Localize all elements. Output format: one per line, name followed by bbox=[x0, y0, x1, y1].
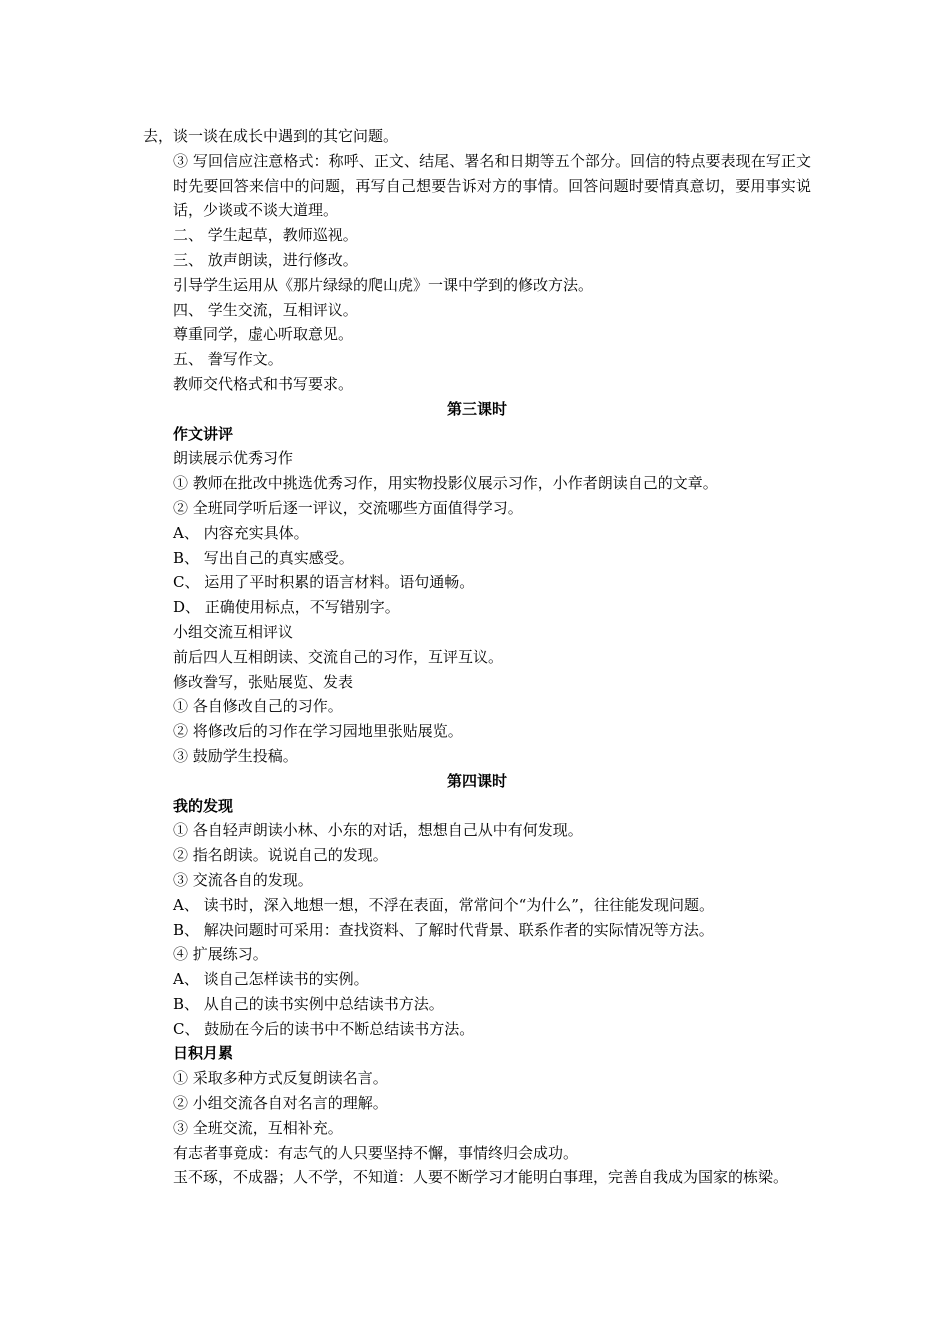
list-item: ③ 鼓励学生投稿。 bbox=[173, 746, 298, 765]
text-line: 朗读展示优秀习作 bbox=[173, 449, 294, 468]
text-line: 小组交流互相评议 bbox=[173, 622, 294, 641]
section-heading: 三、 放声朗读，进行修改。 bbox=[173, 250, 358, 269]
list-item: ② 将修改后的习作在学习园地里张贴展览。 bbox=[173, 722, 463, 741]
text-paragraph bbox=[143, 149, 811, 223]
list-item: ① 各自修改自己的习作。 bbox=[173, 697, 343, 716]
list-item: D、 正确使用标点，不写错别字。 bbox=[173, 598, 400, 617]
list-item: ① 教师在批改中挑选优秀习作，用实物投影仪展示习作，小作者朗读自己的文章。 bbox=[173, 474, 718, 493]
list-item: C、 运用了平时积累的语言材料。语句通畅。 bbox=[173, 573, 475, 592]
text-line: 引导学生运用从《那片绿绿的爬山虎》一课中学到的修改方法。 bbox=[173, 275, 594, 294]
list-item: ① 各自轻声朗读小林、小东的对话，想想自己从中有何发现。 bbox=[173, 821, 583, 840]
document-page bbox=[143, 124, 811, 1190]
list-item: B、 解决问题时可采用：查找资料、了解时代背景、联系作者的实际情况等方法。 bbox=[173, 920, 714, 939]
text-line: 前后四人互相朗读、交流自己的习作，互评互议。 bbox=[173, 647, 504, 666]
list-item: ③ 全班交流，互相补充。 bbox=[173, 1118, 343, 1137]
activity-heading: 我的发现 bbox=[173, 796, 234, 815]
lesson-title: 第四课时 bbox=[446, 771, 507, 790]
text-line: 去，谈一谈在成长中遇到的其它问题。 bbox=[143, 127, 399, 145]
list-item: ② 指名朗读。说说自己的发现。 bbox=[173, 846, 388, 865]
text-paragraph bbox=[143, 1165, 811, 1190]
list-item: A、 内容充实具体。 bbox=[173, 523, 309, 542]
activity-heading: 作文讲评 bbox=[173, 424, 234, 443]
list-item: ③ 交流各自的发现。 bbox=[173, 870, 313, 889]
activity-heading: 日积月累 bbox=[173, 1044, 234, 1063]
text-line: 教师交代格式和书写要求。 bbox=[173, 374, 354, 393]
text-line: 修改誊写，张贴展览、发表 bbox=[173, 672, 354, 691]
text-line: 尊重同学，虚心听取意见。 bbox=[173, 325, 354, 344]
section-heading: 二、 学生起草，教师巡视。 bbox=[173, 226, 358, 245]
section-heading: 五、 誊写作文。 bbox=[173, 350, 283, 369]
lesson-title: 第三课时 bbox=[446, 399, 507, 418]
list-item: B、 写出自己的真实感受。 bbox=[173, 548, 354, 567]
text-line: 玉不琢，不成器；人不学，不知道：人要不断学习才能明白事理，完善自我成为国家的栋梁。 bbox=[173, 1168, 789, 1187]
text-line: ③ 写回信应注意格式：称呼、正文、结尾、署名和日期等五个部分。回信的特点要表现在写正文时先要回答来信中的问题，再写自己想要告诉对方的事情。回答问题时要情真意切，要用事实说话，少谈或不谈大道理。 bbox=[173, 151, 811, 220]
text-line: 有志者事竟成：有志气的人只要坚持不懈，事情终归会成功。 bbox=[173, 1143, 579, 1162]
list-item: ④ 扩展练习。 bbox=[173, 945, 268, 964]
list-item: A、 读书时，深入地想一想，不浮在表面，常常问个“为什么”，往往能发现问题。 bbox=[173, 895, 714, 914]
list-item: ① 采取多种方式反复朗读名言。 bbox=[173, 1069, 388, 1088]
section-heading: 四、 学生交流，互相评议。 bbox=[173, 300, 358, 319]
list-item: B、 从自己的读书实例中总结读书方法。 bbox=[173, 994, 444, 1013]
list-item: C、 鼓励在今后的读书中不断总结读书方法。 bbox=[173, 1019, 475, 1038]
list-item: ② 小组交流各自对名言的理解。 bbox=[173, 1094, 388, 1113]
list-item: A、 谈自己怎样读书的实例。 bbox=[173, 970, 369, 989]
list-item: ② 全班同学听后逐一评议，交流哪些方面值得学习。 bbox=[173, 498, 523, 517]
